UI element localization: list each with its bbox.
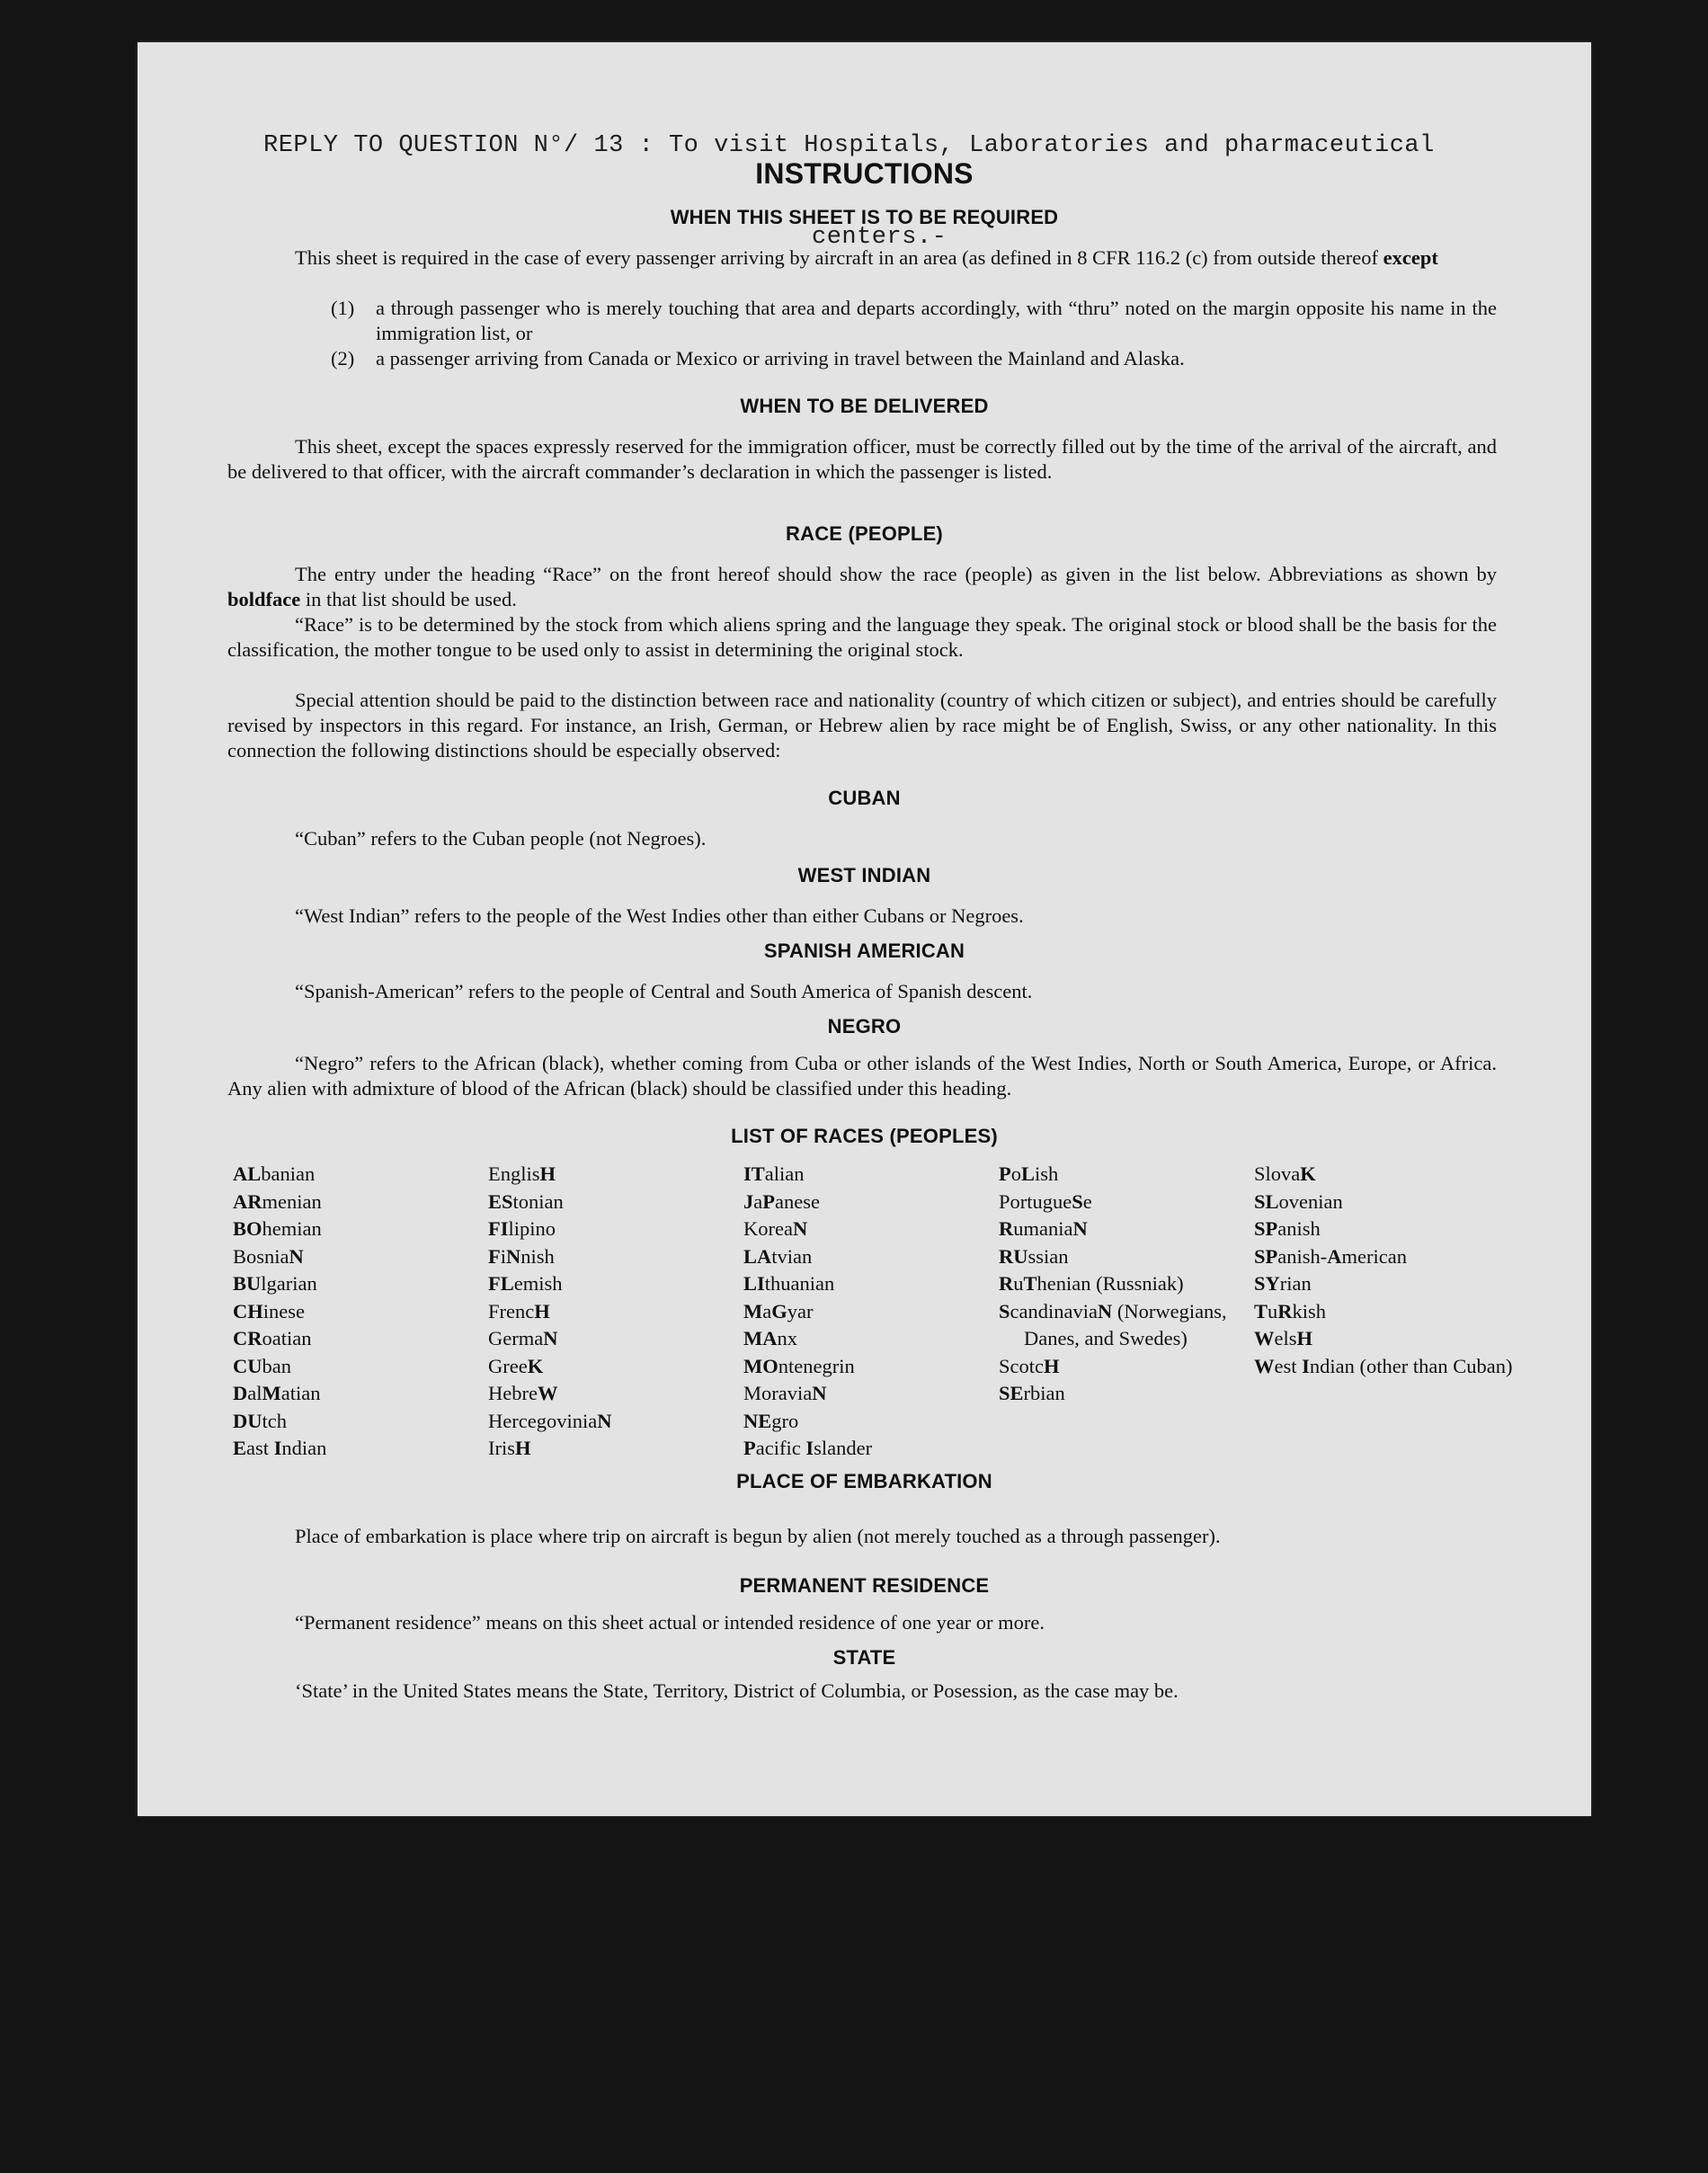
race-entry	[743, 1325, 995, 1353]
race-name-part: henian (Russniak)	[1036, 1272, 1184, 1295]
race-name-part: thuanian	[764, 1272, 835, 1295]
race-p1-boldface: boldface	[227, 588, 301, 610]
typed-reply-line-2: centers.-	[812, 224, 947, 251]
race-abbreviation: AL	[233, 1162, 262, 1185]
race-name-part: tch	[262, 1409, 287, 1432]
race-abbreviation: BO	[233, 1217, 262, 1240]
race-name-part: ban	[262, 1354, 291, 1377]
race-abbreviation: S	[999, 1299, 1010, 1323]
race-name-part: Portugue	[999, 1189, 1072, 1213]
race-abbreviation: D	[233, 1382, 248, 1404]
race-name-part: al	[247, 1382, 262, 1404]
heading-when-required: WHEN THIS SHEET IS TO BE REQUIRED	[670, 206, 1059, 228]
race-name-part: ovenian	[1278, 1189, 1343, 1213]
race-abbreviation: T	[1254, 1299, 1268, 1323]
race-entry	[743, 1435, 995, 1463]
required-intro	[227, 245, 1497, 271]
race-abbreviation: N	[597, 1409, 612, 1432]
race-abbreviation: SY	[1254, 1272, 1280, 1295]
race-name-part: u	[1013, 1272, 1024, 1295]
race-name-part: ast	[246, 1437, 274, 1459]
race-entry	[233, 1243, 485, 1271]
race-abbreviation: R	[1277, 1299, 1293, 1323]
heading-race: RACE (PEOPLE)	[786, 522, 943, 545]
race-entry	[233, 1189, 485, 1216]
race-name-part: alian	[764, 1162, 805, 1185]
race-abbreviation: CH	[233, 1299, 263, 1323]
race-entry	[488, 1189, 740, 1216]
race-paragraph-3: Special attention should be paid to the distinction between race and nationality (country of which citizen or subject), and entries should be carefully revised by inspectors in this regard. For instance, an Irish, German, or Hebrew alien by race might be of English, Swiss, or any other nationality. In this connection the following distinctions should be especially observed:	[227, 689, 1497, 761]
race-name-part: yar	[787, 1299, 814, 1323]
race-abbreviation: H	[539, 1162, 556, 1185]
race-entry	[1254, 1161, 1506, 1189]
race-name-part: e	[1082, 1189, 1092, 1213]
race-entry	[233, 1298, 485, 1326]
race-entry	[743, 1243, 995, 1271]
race-entry	[233, 1408, 485, 1436]
heading-negro: NEGRO	[827, 1015, 902, 1038]
race-abbreviation: BU	[233, 1272, 262, 1295]
race-abbreviation: W	[1254, 1327, 1275, 1349]
race-entry	[743, 1353, 995, 1381]
race-abbreviation: DU	[233, 1409, 262, 1432]
race-entry	[743, 1216, 995, 1243]
race-name-part: nish	[520, 1244, 555, 1268]
heading-when-delivered: WHEN TO BE DELIVERED	[740, 395, 989, 417]
race-abbreviation: FL	[488, 1272, 514, 1295]
race-entry	[743, 1161, 995, 1189]
race-abbreviation: CU	[233, 1354, 262, 1377]
delivered-text: This sheet, except the spaces expressly reserved for the immigration officer, must be correctly filled out by the time of the arrival of the aircraft, and be delivered to that officer, with the aircraft commander’s declaration in which the passenger is listed.	[227, 435, 1497, 483]
race-abbreviation: P	[743, 1437, 756, 1459]
race-name-part: a	[762, 1299, 772, 1323]
race-abbreviation: P	[999, 1162, 1011, 1185]
race-name-part: lgarian	[261, 1272, 317, 1295]
required-item-2-text: a passenger arriving from Canada or Mexico or arriving in travel between the Mainland and Alaska.	[376, 347, 1185, 370]
heading-cuban: CUBAN	[828, 787, 901, 809]
races-column-1	[233, 1161, 485, 1463]
race-abbreviation: M	[743, 1299, 763, 1323]
race-name-part: anese	[775, 1189, 820, 1213]
race-abbreviation: N	[289, 1244, 304, 1268]
race-abbreviation: RU	[999, 1244, 1028, 1268]
race-name-part: oatian	[262, 1327, 312, 1349]
race-name-part: ish	[1035, 1162, 1059, 1185]
race-name-part: gro	[771, 1409, 799, 1432]
race-entry	[743, 1270, 995, 1298]
race-p1-text-a: The entry under the heading “Race” on the front hereof should show the race (people) as given in the list below. Abbreviations as shown by	[295, 563, 1497, 585]
race-entry	[488, 1325, 740, 1353]
race-abbreviation: J	[743, 1189, 754, 1213]
race-paragraph-2: “Race” is to be determined by the stock from which aliens spring and the language they speak. The original stock or blood shall be the basis for the classification, the mother tongue to be used only to assist in determining the original stock.	[227, 613, 1497, 661]
race-abbreviation: N	[1072, 1217, 1088, 1240]
race-name-part: kish	[1292, 1299, 1327, 1323]
race-entry	[743, 1408, 995, 1436]
race-entry	[488, 1353, 740, 1381]
race-entry	[488, 1408, 740, 1436]
race-name-part: Frenc	[488, 1299, 535, 1323]
heading-place-of-embarkation: PLACE OF EMBARKATION	[736, 1470, 992, 1492]
race-name-part: ndian (other than Cuban)	[1309, 1354, 1513, 1377]
heading-spanish-american: SPANISH AMERICAN	[763, 940, 965, 962]
race-entry	[233, 1435, 485, 1463]
race-name-part: Hercegovinia	[488, 1409, 598, 1432]
embarkation-text: Place of embarkation is place where trip on aircraft is begun by alien (not merely touched as a through passenger).	[295, 1525, 1221, 1547]
race-entry	[233, 1380, 485, 1408]
race-abbreviation: SP	[1254, 1244, 1278, 1268]
race-name-part: inese	[262, 1299, 305, 1323]
spanish-american-text: “Spanish-American” refers to the people of Central and South America of Spanish descent.	[295, 980, 1033, 1002]
race-abbreviation: LI	[743, 1272, 765, 1295]
race-name-part: anish	[1277, 1217, 1321, 1240]
race-abbreviation: I	[273, 1437, 282, 1459]
race-entry	[743, 1298, 995, 1326]
race-name-part: hemian	[262, 1217, 322, 1240]
cuban-text: “Cuban” refers to the Cuban people (not Negroes).	[295, 827, 707, 850]
race-name-part: atian	[280, 1382, 321, 1404]
race-name-part: els	[1274, 1327, 1297, 1349]
race-abbreviation: N	[1097, 1299, 1113, 1323]
race-entry	[488, 1270, 740, 1298]
race-entry	[999, 1161, 1250, 1189]
race-name-part: tvian	[771, 1244, 813, 1268]
race-name-part: banian	[261, 1162, 316, 1185]
race-entry	[999, 1298, 1267, 1353]
race-entry	[999, 1243, 1250, 1271]
race-abbreviation: H	[515, 1437, 531, 1459]
race-abbreviation: AR	[233, 1189, 262, 1213]
race-name-part: ntenegrin	[778, 1354, 855, 1377]
race-entry	[999, 1353, 1250, 1381]
race-name-part: Slova	[1254, 1162, 1301, 1185]
race-name-part: Hebre	[488, 1382, 538, 1404]
race-name-part: slander	[814, 1437, 873, 1459]
races-column-4	[999, 1161, 1250, 1408]
race-entry	[999, 1270, 1267, 1298]
page-title: INSTRUCTIONS	[755, 157, 974, 190]
race-name-part: i	[500, 1244, 507, 1268]
race-entry	[488, 1298, 740, 1326]
race-entry	[233, 1353, 485, 1381]
race-abbreviation: F	[488, 1244, 501, 1268]
race-abbreviation: W	[1254, 1354, 1275, 1377]
race-abbreviation: LA	[743, 1244, 772, 1268]
race-abbreviation: N	[792, 1217, 808, 1240]
race-name-part: Gree	[488, 1354, 528, 1377]
race-abbreviation: MA	[743, 1327, 778, 1349]
races-column-3	[743, 1161, 995, 1463]
race-name-part: acific	[755, 1437, 806, 1459]
race-name-part: nx	[777, 1327, 797, 1349]
race-paragraph-1	[227, 562, 1497, 612]
race-name-part: tonian	[512, 1189, 564, 1213]
state-text: ‘State’ in the United States means the State, Territory, District of Columbia, or Posession, as the case may be.	[295, 1679, 1179, 1702]
race-abbreviation: ES	[488, 1189, 513, 1213]
race-name-part: rbian	[1023, 1382, 1065, 1404]
race-abbreviation: W	[537, 1382, 558, 1404]
race-abbreviation: S	[1072, 1189, 1083, 1213]
race-entry	[999, 1216, 1250, 1243]
race-abbreviation: FI	[488, 1217, 509, 1240]
heading-state: STATE	[832, 1646, 896, 1669]
race-abbreviation: I	[805, 1437, 814, 1459]
race-abbreviation: L	[1021, 1162, 1036, 1185]
race-entry	[488, 1216, 740, 1243]
race-abbreviation: CR	[233, 1327, 262, 1349]
race-entry	[1254, 1243, 1506, 1271]
race-abbreviation: SL	[1254, 1189, 1279, 1213]
race-abbreviation: H	[534, 1299, 550, 1323]
race-name-part: o	[1010, 1162, 1021, 1185]
race-abbreviation: H	[1044, 1354, 1060, 1377]
race-name-part: Scotc	[999, 1354, 1044, 1377]
race-entry	[1254, 1270, 1506, 1298]
race-abbreviation: N	[543, 1327, 558, 1349]
race-abbreviation: G	[771, 1299, 787, 1323]
race-entry	[488, 1380, 740, 1408]
race-name-part: u	[1268, 1299, 1278, 1323]
race-entry	[999, 1380, 1250, 1408]
race-entry	[233, 1216, 485, 1243]
race-name-part: (Norwegians, Danes, and Swedes)	[1024, 1299, 1227, 1349]
residence-text: “Permanent residence” means on this sheet actual or intended residence of one year or more.	[295, 1611, 1045, 1634]
race-name-part: merican	[1341, 1244, 1407, 1268]
heading-west-indian: WEST INDIAN	[797, 864, 931, 886]
west-indian-text: “West Indian” refers to the people of the West Indies other than either Cubans or Negroes.	[295, 904, 1024, 927]
race-abbreviation: R	[999, 1272, 1014, 1295]
race-entry	[1254, 1298, 1506, 1326]
race-abbreviation: H	[1296, 1327, 1313, 1349]
race-entry	[1254, 1353, 1522, 1381]
race-entry	[743, 1380, 995, 1408]
heading-permanent-residence: PERMANENT RESIDENCE	[739, 1574, 990, 1597]
race-entry	[999, 1189, 1250, 1216]
race-name-part: ssian	[1027, 1244, 1069, 1268]
race-abbreviation: SP	[1254, 1217, 1278, 1240]
race-entry	[233, 1270, 485, 1298]
document-sheet	[138, 42, 1591, 1816]
race-name-part: Korea	[743, 1217, 793, 1240]
required-item-1-number: (1)	[331, 297, 355, 319]
race-abbreviation: I	[1302, 1354, 1310, 1377]
race-entry	[488, 1243, 740, 1271]
race-p1-text-b: in that list should be used.	[300, 588, 517, 610]
race-abbreviation: A	[1327, 1244, 1342, 1268]
race-entry	[1254, 1189, 1506, 1216]
race-entry	[233, 1161, 485, 1189]
typed-reply-line-1: REPLY TO QUESTION N°/ 13 : To visit Hospitals, Laboratories and pharmaceutical	[263, 132, 1435, 159]
race-abbreviation: T	[1023, 1272, 1037, 1295]
race-entry	[488, 1161, 740, 1189]
race-abbreviation: P	[762, 1189, 775, 1213]
race-name-part: umania	[1013, 1217, 1073, 1240]
race-name-part: Iris	[488, 1437, 515, 1459]
negro-text: “Negro” refers to the African (black), whether coming from Cuba or other islands of the West Indies, North or South America, Europe, or Africa. Any alien with admixture of blood of the African (black) should be classified under this heading.	[227, 1052, 1497, 1100]
race-name-part: menian	[262, 1189, 322, 1213]
race-name-part: candinavia	[1010, 1299, 1098, 1323]
race-entry	[488, 1435, 740, 1463]
race-name-part: rian	[1279, 1272, 1312, 1295]
race-abbreviation: SE	[999, 1382, 1024, 1404]
race-abbreviation: E	[233, 1437, 247, 1459]
race-entry	[743, 1189, 995, 1216]
race-name-part: Germa	[488, 1327, 544, 1349]
race-abbreviation: K	[1300, 1162, 1316, 1185]
race-abbreviation: NE	[743, 1409, 772, 1432]
race-entry	[1254, 1325, 1506, 1353]
race-entry	[1254, 1216, 1506, 1243]
race-abbreviation: N	[506, 1244, 521, 1268]
race-name-part: Englis	[488, 1162, 540, 1185]
race-name-part: a	[753, 1189, 763, 1213]
race-name-part: est	[1274, 1354, 1303, 1377]
race-abbreviation: K	[527, 1354, 544, 1377]
required-item-2-number: (2)	[331, 347, 355, 370]
race-name-part: ndian	[281, 1437, 327, 1459]
required-intro-except: except	[1383, 246, 1438, 269]
race-entry	[233, 1325, 485, 1353]
race-abbreviation: R	[999, 1217, 1014, 1240]
race-abbreviation: M	[262, 1382, 281, 1404]
required-item-1-text: a through passenger who is merely touching that area and departs accordingly, with “thru” noted on the margin opposite his name in the immigration list, or	[376, 297, 1497, 344]
race-abbreviation: IT	[743, 1162, 765, 1185]
races-column-5	[1254, 1161, 1513, 1380]
typed-reply-header	[263, 69, 1585, 314]
race-name-part: emish	[513, 1272, 563, 1295]
races-column-2	[488, 1161, 740, 1463]
race-abbreviation: MO	[743, 1354, 778, 1377]
required-intro-text: This sheet is required in the case of every passenger arriving by aircraft in an area (as defined in 8 CFR 116.2 (c) from outside thereof	[295, 246, 1383, 269]
race-name-part: anish-	[1277, 1244, 1328, 1268]
heading-list-of-races: LIST OF RACES (PEOPLES)	[731, 1125, 998, 1147]
race-name-part: lipino	[508, 1217, 556, 1240]
race-abbreviation: N	[812, 1382, 827, 1404]
race-name-part: Bosnia	[233, 1244, 289, 1268]
race-name-part: Moravia	[743, 1382, 813, 1404]
